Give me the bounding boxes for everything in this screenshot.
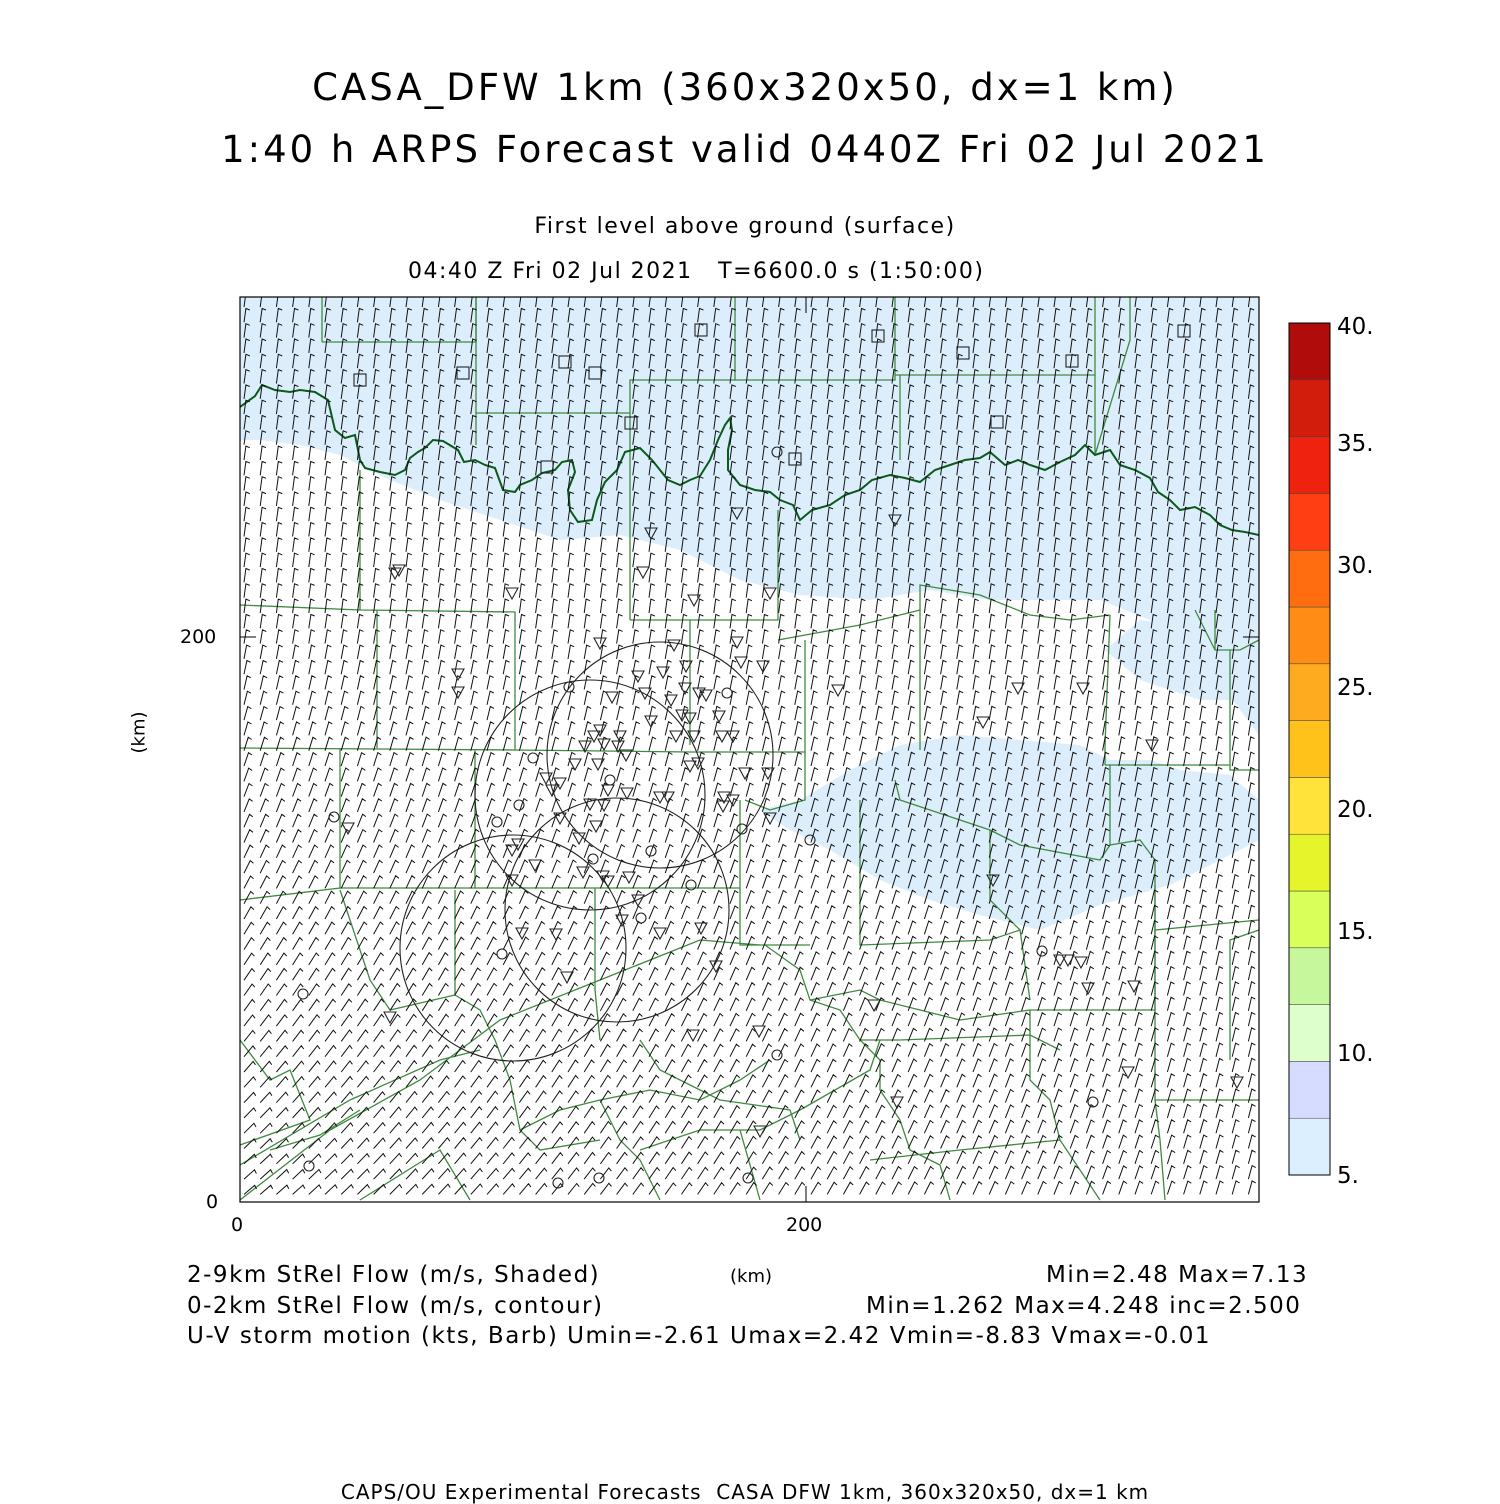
station-triangle-marker — [735, 657, 747, 668]
station-triangle-marker — [621, 788, 633, 799]
station-triangle-marker — [452, 669, 464, 680]
x-tick-200: 200 — [786, 1214, 823, 1236]
station-circle-marker — [605, 775, 615, 785]
legend-contour-minmax: Min=1.262 Max=4.248 inc=2.500 — [866, 1293, 1302, 1319]
x-tick-0: 0 — [231, 1214, 244, 1236]
colorbar-segment — [1289, 834, 1330, 891]
station-circle-marker — [304, 1161, 314, 1171]
station-circle-marker — [528, 753, 538, 763]
station-circle-marker — [298, 989, 308, 999]
x-axis-label: (km) — [730, 1266, 773, 1287]
station-circle-marker — [588, 854, 598, 864]
station-triangle-marker — [606, 692, 618, 703]
colorbar-label-25: 25. — [1337, 675, 1374, 701]
station-circle-marker — [636, 913, 646, 923]
station-triangle-marker — [716, 731, 728, 742]
station-triangle-marker — [384, 1012, 396, 1023]
station-triangle-marker — [731, 637, 743, 648]
legend-barb-field: U-V storm motion (kts, Barb) Umin=-2.61 Umax=2.42 Vmin=-8.83 Vmax=-0.01 — [187, 1323, 1212, 1349]
colorbar-label-10: 10. — [1337, 1041, 1374, 1067]
time-label: 04:40 Z Fri 02 Jul 2021 T=6600.0 s (1:50:00) — [408, 259, 985, 284]
legend-shaded-field: 2-9km StRel Flow (m/s, Shaded) — [187, 1262, 601, 1288]
station-triangle-marker — [654, 792, 666, 803]
colorbar-segment — [1289, 721, 1330, 778]
y-tick-0: 0 — [206, 1191, 219, 1213]
station-triangle-marker — [506, 588, 518, 599]
colorbar-segment — [1289, 550, 1330, 607]
station-triangle-marker — [598, 739, 610, 750]
station-triangle-marker — [1122, 1067, 1134, 1078]
station-triangle-marker — [764, 588, 776, 599]
shaded-region-north — [240, 297, 1259, 735]
colorbar-label-35: 35. — [1337, 431, 1374, 457]
station-circle-marker — [594, 1173, 604, 1183]
station-circle-marker — [743, 1173, 753, 1183]
station-triangle-marker — [832, 685, 844, 696]
station-triangle-marker — [679, 683, 691, 694]
station-triangle-marker — [1075, 957, 1087, 968]
station-triangle-marker — [687, 1030, 699, 1041]
legend-shaded-minmax: Min=2.48 Max=7.13 — [1046, 1262, 1309, 1288]
colorbar-segment — [1289, 948, 1330, 1005]
station-circle-marker — [1037, 946, 1047, 956]
station-triangle-marker — [529, 860, 541, 871]
colorbar-segment — [1289, 437, 1330, 494]
station-triangle-marker — [393, 565, 405, 576]
station-circle-marker — [492, 817, 502, 827]
station-triangle-marker — [977, 717, 989, 728]
station-triangle-marker — [670, 731, 682, 742]
colorbar-segment — [1289, 664, 1330, 721]
colorbar-segment — [1289, 1118, 1330, 1175]
colorbar-segment — [1289, 380, 1330, 437]
forecast-valid-time: 1:40 h ARPS Forecast valid 0440Z Fri 02 Jul 2021 — [221, 128, 1269, 171]
station-triangle-marker — [668, 640, 680, 651]
legend-contour-field: 0-2km StRel Flow (m/s, contour) — [187, 1293, 604, 1319]
colorbar-segment — [1289, 323, 1330, 380]
station-triangle-marker — [637, 567, 649, 578]
station-circle-marker — [329, 812, 339, 822]
colorbar-segment — [1289, 607, 1330, 664]
station-circle-marker — [514, 800, 524, 810]
color-bar — [1288, 322, 1332, 1176]
colorbar-segment — [1289, 1061, 1330, 1118]
colorbar-segment — [1289, 891, 1330, 948]
station-circle-marker — [772, 1050, 782, 1060]
station-circle-marker — [497, 949, 507, 959]
colorbar-label-5: 5. — [1337, 1163, 1359, 1189]
colorbar-segment — [1289, 777, 1330, 834]
colorbar-label-30: 30. — [1337, 553, 1374, 579]
colorbar-label-40: 40. — [1337, 314, 1374, 340]
station-triangle-marker — [577, 867, 589, 878]
colorbar-segment — [1289, 493, 1330, 550]
plot-title: CASA_DFW 1km (360x320x50, dx=1 km) — [312, 66, 1178, 109]
station-triangle-marker — [657, 667, 669, 678]
level-label: First level above ground (surface) — [534, 214, 956, 239]
station-triangle-marker — [342, 823, 354, 834]
station-triangle-marker — [717, 801, 729, 812]
footer-credit: CAPS/OU Experimental Forecasts CASA DFW 1km, 360x320x50, dx=1 km — [340, 1480, 1150, 1504]
station-triangle-marker — [569, 759, 581, 770]
station-circle-marker — [722, 688, 732, 698]
y-tick-200: 200 — [180, 626, 217, 648]
colorbar-label-15: 15. — [1337, 919, 1374, 945]
colorbar-segment — [1289, 1005, 1330, 1062]
colorbar-label-20: 20. — [1337, 797, 1374, 823]
y-axis-label: (km) — [128, 711, 150, 754]
